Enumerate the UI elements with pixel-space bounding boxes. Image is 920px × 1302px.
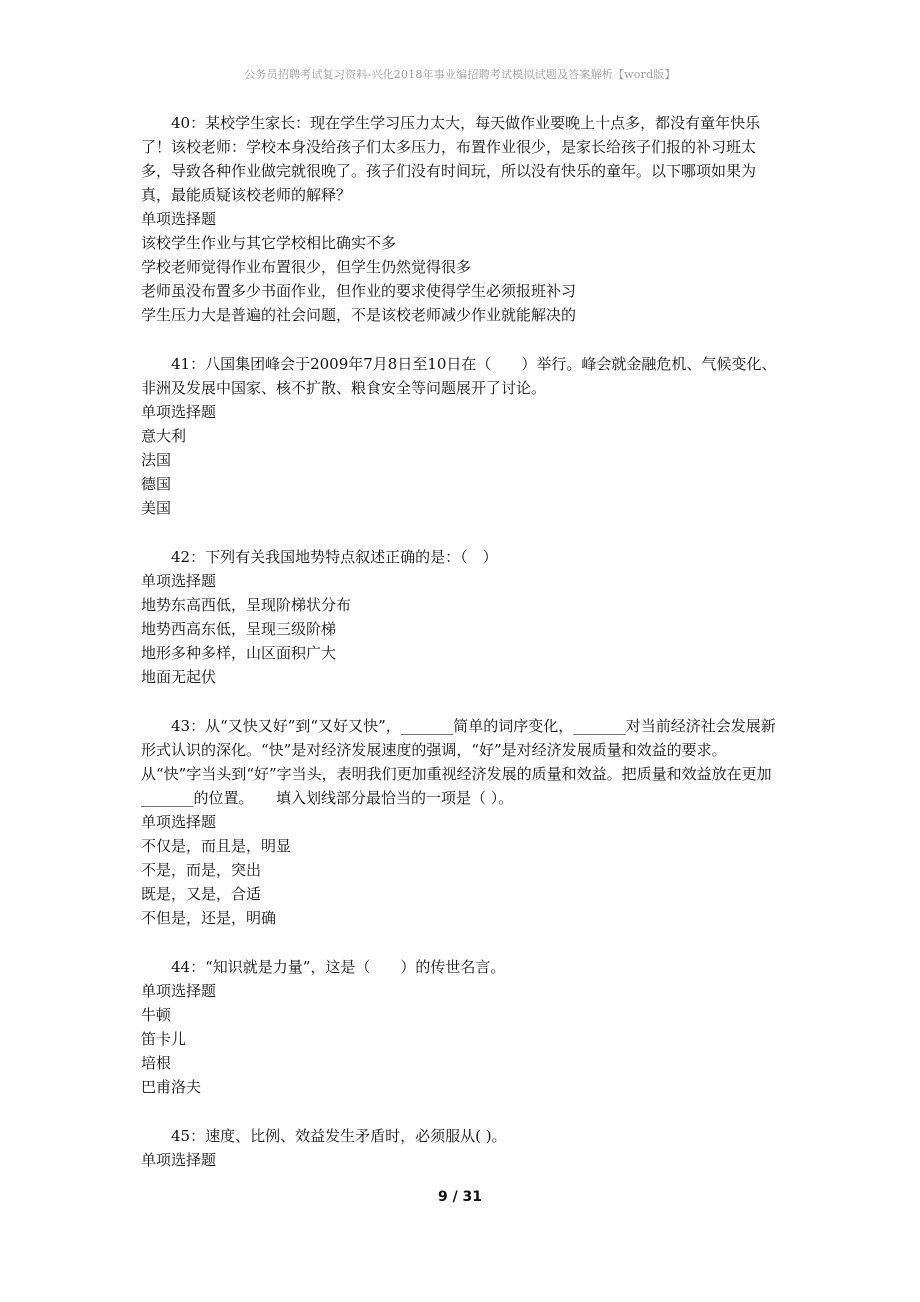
- question-stem: 44：“知识就是力量”，这是（ ）的传世名言。: [171, 958, 506, 976]
- answer-option: 既是，又是，合适: [141, 885, 262, 903]
- page-number: 9 / 31: [437, 1189, 483, 1205]
- answer-option: 德国: [141, 475, 172, 493]
- question-type: 单项选择题: [141, 813, 217, 831]
- question-type: 单项选择题: [141, 403, 217, 421]
- question-type: 单项选择题: [141, 210, 217, 228]
- question-stem: 45：速度、比例、效益发生矛盾时，必须服从( )。: [171, 1127, 507, 1145]
- question-stem: 43：从“又快又好”到“又好又快”，_______简单的词序变化，_______对当前经济社会发展新形式认识的深化。“快”是对经济发展速度的强调，“好”是对经济发展质量和效益的要求。从“快”字当头到“好”字当头，表明我们更加重视经济发展的质量和效益。把质量和效益放在更加_______的位置。 填入划线部分最恰当的一项是（ ）。: [141, 717, 776, 807]
- answer-option: 该校学生作业与其它学校相比确实不多: [141, 234, 397, 252]
- answer-option: 学生压力大是普遍的社会问题，不是该校老师减少作业就能解决的: [141, 306, 577, 324]
- question-block: [141, 955, 781, 1099]
- page-header: 公务员招聘考试复习资料-兴化2018年事业编招聘考试模拟试题及答案解析【word版】: [244, 68, 676, 81]
- answer-option: 不仅是，而且是，明显: [141, 837, 292, 855]
- answer-option: 老师虽没布置多少书面作业，但作业的要求使得学生必须报班补习: [141, 282, 577, 300]
- answer-option: 不但是，还是，明确: [141, 909, 277, 927]
- answer-option: 地面无起伏: [141, 668, 217, 686]
- answer-option: 地势西高东低，呈现三级阶梯: [141, 620, 337, 638]
- answer-option: 牛顿: [141, 1006, 172, 1024]
- question-type: 单项选择题: [141, 982, 217, 1000]
- question-block: [141, 1124, 781, 1172]
- question-block: [141, 714, 781, 930]
- answer-option: 培根: [141, 1054, 172, 1072]
- question-stem: 41：八国集团峰会于2009年7月8日至10日在（ ）举行。峰会就金融危机、气候变化、非洲及发展中国家、核不扩散、粮食安全等问题展开了讨论。: [141, 355, 777, 397]
- question-block: [141, 545, 781, 689]
- answer-option: 地形多种多样，山区面积广大: [141, 644, 337, 662]
- answer-option: 不是，而是，突出: [141, 861, 262, 879]
- answer-option: 笛卡儿: [141, 1030, 187, 1048]
- answer-option: 巴甫洛夫: [141, 1078, 202, 1096]
- answer-option: 学校老师觉得作业布置很少，但学生仍然觉得很多: [141, 258, 472, 276]
- answer-option: 法国: [141, 451, 172, 469]
- answer-option: 地势东高西低，呈现阶梯状分布: [141, 596, 352, 614]
- question-stem: 42：下列有关我国地势特点叙述正确的是：（ ）: [171, 548, 498, 566]
- answer-option: 意大利: [141, 427, 187, 445]
- answer-option: 美国: [141, 499, 172, 517]
- question-stem: 40：某校学生家长：现在学生学习压力太大，每天做作业要晚上十点多，都没有童年快乐了！该校老师：学校本身没给孩子们太多压力，布置作业很少，是家长给孩子们报的补习班太多，导致各种作业做完就很晚了。孩子们没有时间玩，所以没有快乐的童年。以下哪项如果为真，最能质疑该校老师的解释？: [141, 114, 761, 204]
- question-list: [141, 111, 781, 1197]
- question-block: [141, 352, 781, 520]
- question-block: [141, 111, 781, 327]
- question-type: 单项选择题: [141, 572, 217, 590]
- question-type: 单项选择题: [141, 1151, 217, 1169]
